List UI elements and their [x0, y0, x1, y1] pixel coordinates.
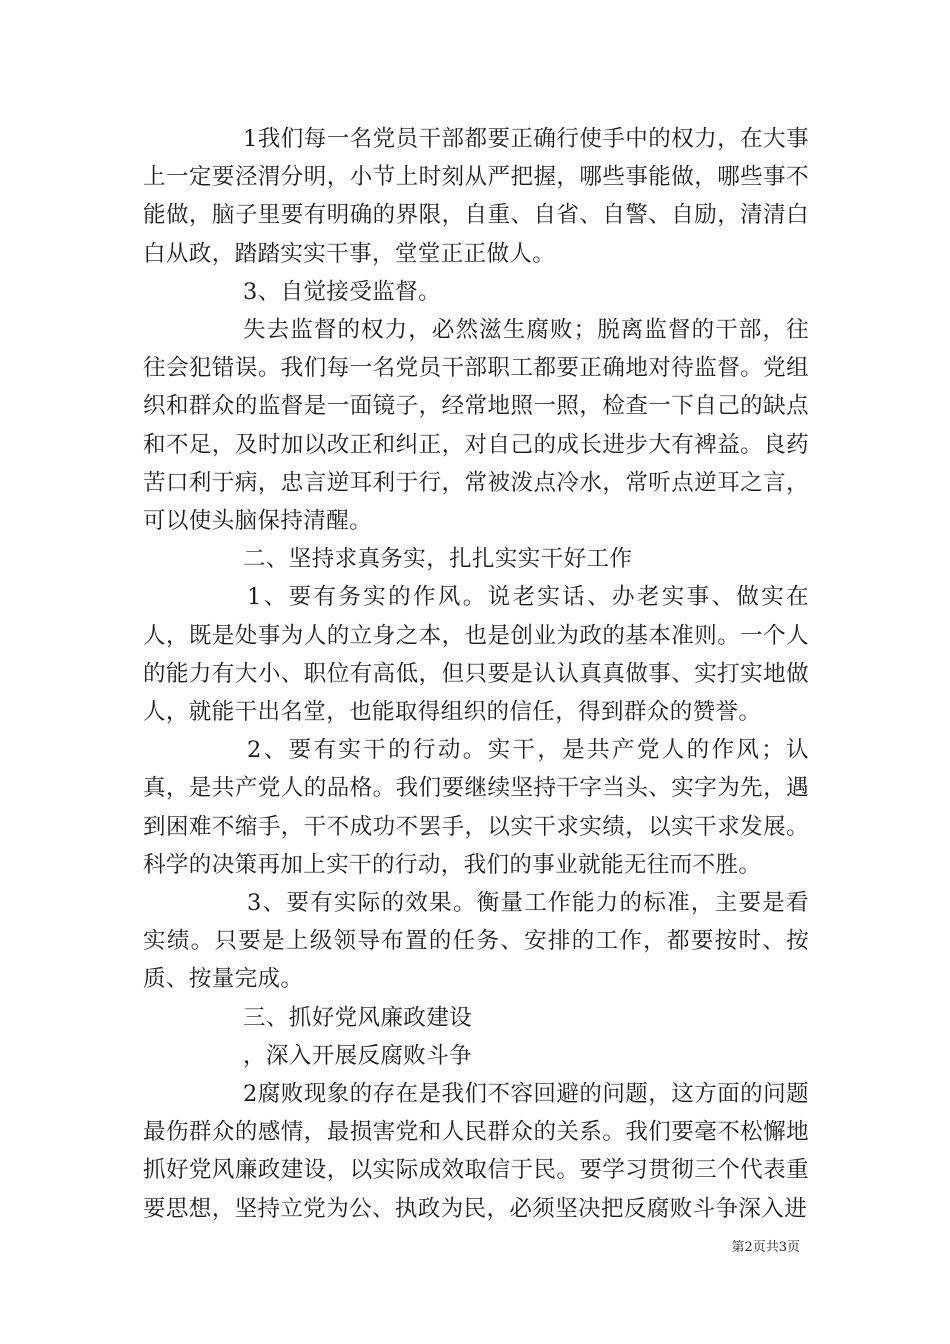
section-heading-two: 二、坚持求真务实，扎扎实实干好工作 — [243, 546, 633, 573]
page-number: 第2页共3页 — [731, 1240, 800, 1255]
paragraph-supervision: 失去监督的权力，必然滋生腐败；脱离监督的干部，往往会犯错误。我们每一名党员干部职工都要正确地对待监督。党组织和群众的监督是一面镜子，经常地照一照，检查一下自己的缺点和不足，及时加以改正和纠正，对自己的成长进步大有裨益。良药苦口利于病，忠言逆耳利于行，常被泼点冷水，常听点逆耳之言，可以使头脑保持清醒。 — [143, 317, 809, 535]
paragraph-corruption: 2腐败现象的存在是我们不容回避的问题，这方面的问题最伤群众的感情，最损害党和人民群众的关系。我们要毫不松懈地抓好党风廉政建设，以实际成效取信于民。要学习贯彻三个代表重要思想，坚持立党为公、执政为民，必须坚决把反腐败斗争深入进 — [143, 1081, 809, 1222]
paragraph-practical-effect: 3、要有实际的效果。衡量工作能力的标准，主要是看实绩。只要是上级领导布置的任务、安排的工作，都要按时、按质、按量完成。 — [143, 890, 809, 993]
document-body — [143, 120, 809, 1228]
section-heading-three-cont: ，深入开展反腐败斗争 — [243, 1042, 473, 1069]
heading-accept-supervision: 3、自觉接受监督。 — [243, 278, 441, 305]
paragraph-power-use: 1我们每一名党员干部都要正确行使手中的权力，在大事上一定要泾渭分明，小节上时刻从严把握，哪些事能做，哪些事不能做，脑子里要有明确的界限，自重、自省、自警、自励，清清白白从政，踏踏实实干事，堂堂正正做人。 — [143, 126, 809, 267]
paragraph-practical-style: 1、要有务实的作风。说老实话、办老实事、做实在人，既是处事为人的立身之本，也是创业为政的基本准则。一个人的能力有大小、职位有高低，但只要是认认真真做事、实打实地做人，就能干出名堂，也能取得组织的信任，得到群众的赞誉。 — [143, 584, 809, 726]
section-heading-three: 三、抓好党风廉政建设 — [243, 1004, 473, 1031]
paragraph-practical-action: 2、要有实干的行动。实干，是共产党人的作风；认真，是共产党人的品格。我们要继续坚持干字当头、实字为先，遇到困难不缩手，干不成功不罢手，以实干求实绩，以实干求发展。科学的决策再加上实干的行动，我们的事业就能无往而不胜。 — [143, 737, 809, 878]
